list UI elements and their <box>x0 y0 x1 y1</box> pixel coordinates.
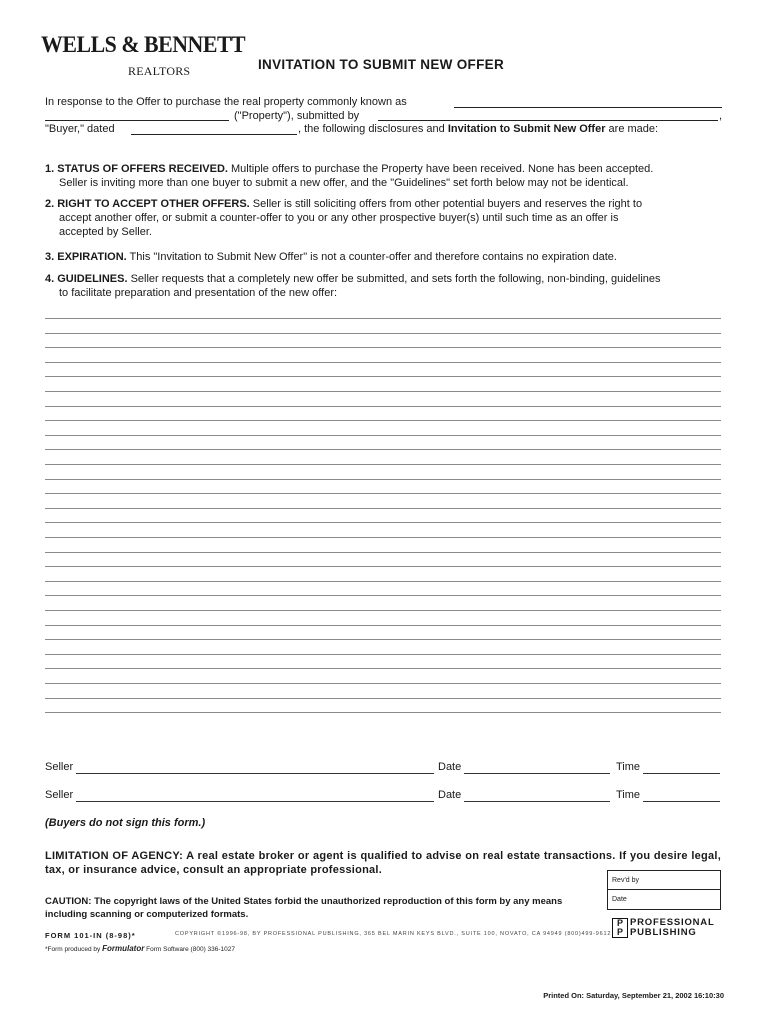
intro-line1: In response to the Offer to purchase the real property commonly known as <box>45 96 407 108</box>
guideline-line[interactable] <box>45 449 721 450</box>
date-field-2[interactable] <box>464 801 610 802</box>
seller-label-1: Seller <box>45 761 74 773</box>
dated-blank[interactable] <box>131 134 297 135</box>
guideline-line[interactable] <box>45 318 721 319</box>
guideline-line[interactable] <box>45 435 721 436</box>
section-right-to-accept: 2. RIGHT TO ACCEPT OTHER OFFERS. Seller is still soliciting offers from other potential buyers and reserves the right to accept another offer, or submit a counter-offer to you or any other prospective buyer(s) until such time as an offer is accepted by Seller. <box>45 198 643 238</box>
seller-label-2: Seller <box>45 789 74 801</box>
disclosures-text: , the following disclosures and Invitation to Submit New Offer are made: <box>298 123 659 135</box>
guideline-line[interactable] <box>45 522 721 523</box>
guideline-line[interactable] <box>45 362 721 363</box>
publisher-logo-icon: P P <box>612 918 628 938</box>
guideline-line[interactable] <box>45 537 721 538</box>
guideline-line[interactable] <box>45 595 721 596</box>
guideline-line[interactable] <box>45 566 721 567</box>
time-field-2[interactable] <box>643 801 720 802</box>
guideline-line[interactable] <box>45 464 721 465</box>
guideline-line[interactable] <box>45 683 721 684</box>
section-guidelines: 4. GUIDELINES. Seller requests that a completely new offer be submitted, and sets forth the following, non-binding, guidelines to facilitate preparation and presentation of the new offer: <box>45 273 661 299</box>
guideline-line[interactable] <box>45 639 721 640</box>
section-2-heading: 2. RIGHT TO ACCEPT OTHER OFFERS. <box>45 198 250 210</box>
time-field-1[interactable] <box>643 773 720 774</box>
review-date-field[interactable]: Date <box>612 896 627 903</box>
time-label-2: Time <box>616 789 641 801</box>
section-1-heading: 1. STATUS OF OFFERS RECEIVED. <box>45 163 228 175</box>
guideline-line[interactable] <box>45 333 721 334</box>
section-4-heading: 4. GUIDELINES. <box>45 273 128 285</box>
caution-notice: CAUTION: The copyright laws of the United States forbid the unauthorized reproduction of this form by any means including scanning or computerized formats. <box>45 896 563 920</box>
section-status: 1. STATUS OF OFFERS RECEIVED. Multiple offers to purchase the Property have been received. None has been accepted. Seller is inviting more than one buyer to submit a new offer, and the "Guidelines" set forth below may not be identical. <box>45 163 654 189</box>
submitted-by-blank[interactable] <box>378 120 718 121</box>
guideline-line[interactable] <box>45 376 721 377</box>
date-label-1: Date <box>438 761 462 773</box>
seller-signature-2[interactable] <box>76 801 434 802</box>
form-title <box>0 57 770 72</box>
logo-wells-bennett: WELLS & BENNETT <box>41 32 246 57</box>
guideline-line[interactable] <box>45 552 721 553</box>
property-label: ("Property"), submitted by <box>234 110 360 122</box>
reviewed-by-field[interactable]: Rev'd by <box>608 871 720 890</box>
guideline-line[interactable] <box>45 712 721 713</box>
section-expiration: 3. EXPIRATION. This "Invitation to Submit New Offer" is not a counter-offer and therefore contains no expiration date. <box>45 251 617 263</box>
date-label-2: Date <box>438 789 462 801</box>
property-address-blank[interactable] <box>454 107 722 108</box>
form-id: FORM 101-IN (8-98)* <box>45 931 136 940</box>
guideline-line[interactable] <box>45 479 721 480</box>
guideline-line[interactable] <box>45 698 721 699</box>
guideline-line[interactable] <box>45 668 721 669</box>
property-address-blank-2[interactable] <box>45 120 229 121</box>
guideline-line[interactable] <box>45 347 721 348</box>
guideline-line[interactable] <box>45 391 721 392</box>
printed-on-stamp: Printed On: Saturday, September 21, 2002 16:10:30 <box>543 991 724 1000</box>
guideline-line[interactable] <box>45 508 721 509</box>
copyright-notice: COPYRIGHT ©1996-98, BY PROFESSIONAL PUBLISHING, 365 BEL MARIN KEYS BLVD., SUITE 100, NOVATO, CA 94949 (800)499-9612 <box>175 931 612 937</box>
guideline-line[interactable] <box>45 654 721 655</box>
initials-box[interactable] <box>607 870 721 910</box>
date-field-1[interactable] <box>464 773 610 774</box>
time-label-1: Time <box>616 761 641 773</box>
guideline-line[interactable] <box>45 610 721 611</box>
guideline-line[interactable] <box>45 625 721 626</box>
form-title-text: INVITATION TO SUBMIT NEW OFFER <box>258 57 504 72</box>
buyer-dated-label: "Buyer," dated <box>45 123 115 135</box>
publisher-name: PROFESSIONAL PUBLISHING <box>630 917 715 938</box>
seller-signature-1[interactable] <box>76 773 434 774</box>
comma: , <box>719 110 723 122</box>
formulator-note: *Form produced by Formulator Form Software (800) 336-1027 <box>45 944 236 953</box>
logo-realtors: REALTORS <box>128 64 191 78</box>
guideline-line[interactable] <box>45 581 721 582</box>
section-3-heading: 3. EXPIRATION. <box>45 251 127 263</box>
buyers-note: (Buyers do not sign this form.) <box>45 817 206 829</box>
guideline-line[interactable] <box>45 493 721 494</box>
limitation-of-agency: LIMITATION OF AGENCY: A real estate broker or agent is qualified to advise on real estate transactions. If you desire legal, tax, or insurance advice, consult an appropriate professional. <box>45 850 721 876</box>
guideline-line[interactable] <box>45 406 721 407</box>
guideline-line[interactable] <box>45 420 721 421</box>
